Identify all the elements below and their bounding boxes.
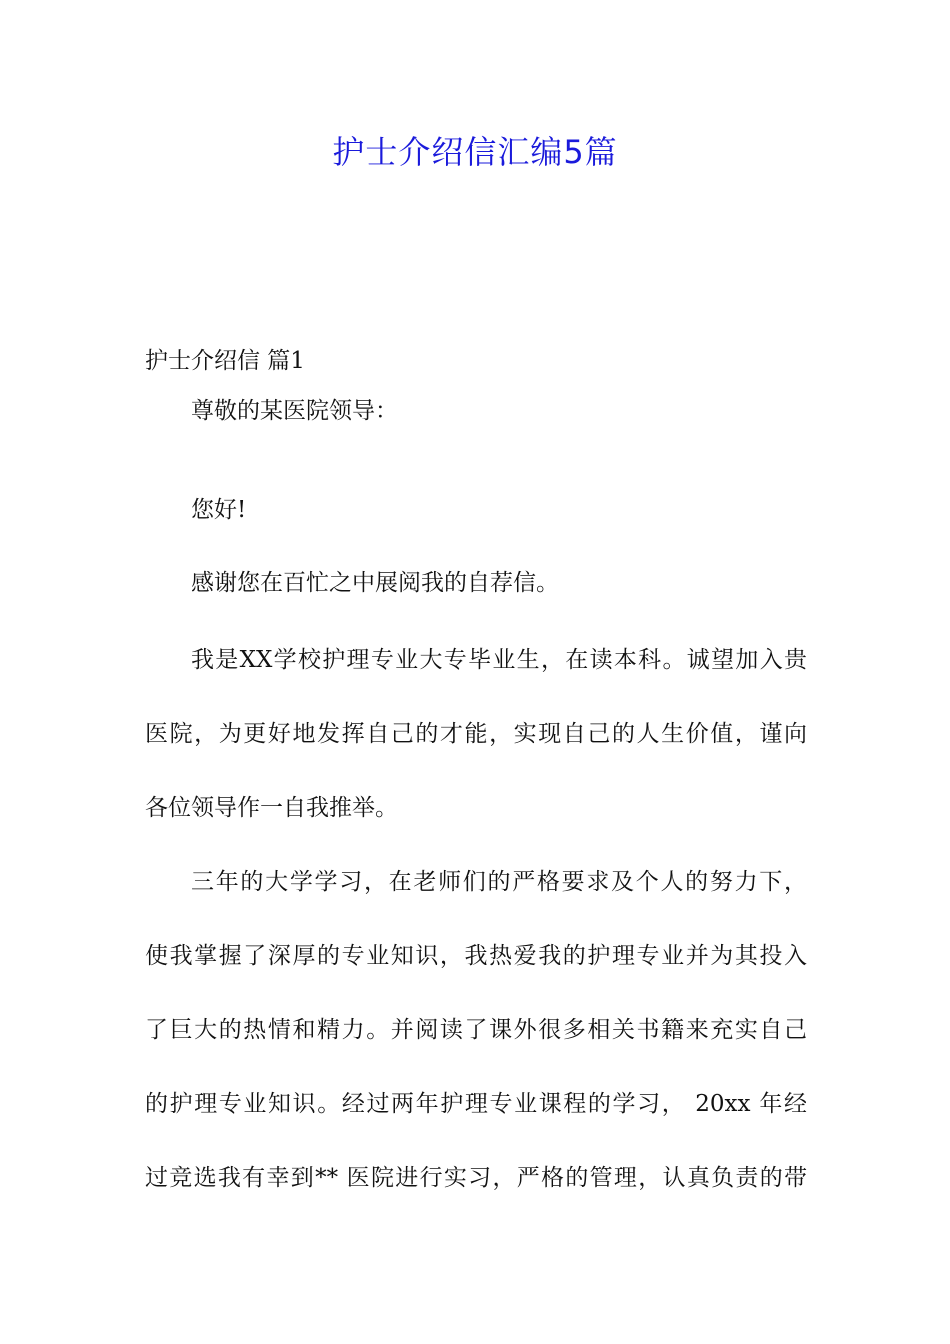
paragraph-line: 感谢您在百忙之中展阅我的自荐信。: [191, 570, 559, 596]
paragraph-line: 了巨大的热情和精力。并阅读了课外很多相关书籍来充实自己: [145, 1017, 807, 1043]
paragraph-line: 各位领导作一自我推举。: [145, 795, 398, 821]
section-heading: 护士介绍信 篇1: [145, 348, 305, 374]
salutation: 尊敬的某医院领导：: [191, 398, 398, 424]
paragraph-line: 三年的大学学习，在老师们的严格要求及个人的努力下，: [191, 869, 807, 895]
paragraph-line: 使我掌握了深厚的专业知识，我热爱我的护理专业并为其投入: [145, 943, 807, 969]
paragraph-2: [145, 623, 807, 845]
paragraph-line: 医院，为更好地发挥自己的才能，实现自己的人生价值，谨向: [145, 721, 807, 747]
greeting: 您好!: [191, 497, 247, 523]
paragraph-line: 我是XX学校护理专业大专毕业生，在读本科。诚望加入贵: [191, 647, 807, 673]
paragraph-3: [145, 845, 807, 1215]
paragraph-line: 过竞选我有幸到** 医院进行实习，严格的管理，认真负责的带: [145, 1165, 807, 1191]
paragraph-line: 的护理专业知识。经过两年护理专业课程的学习， 20xx 年经: [145, 1091, 807, 1117]
document-title: 护士介绍信汇编5篇: [332, 133, 618, 171]
paragraph-1: [145, 546, 807, 620]
